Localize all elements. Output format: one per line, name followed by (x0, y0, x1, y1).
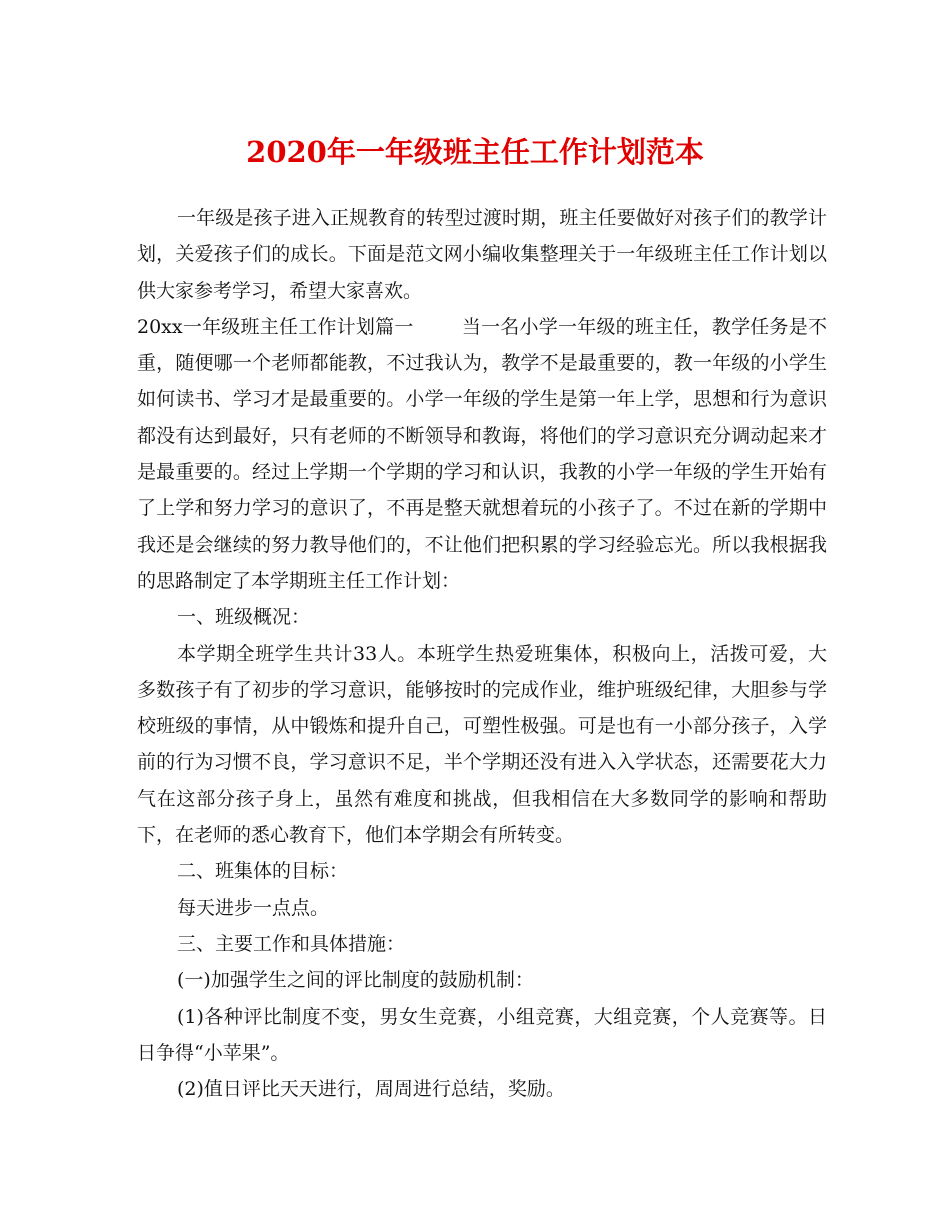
document-title: 2020年一年级班主任工作计划范本 (246, 135, 704, 169)
sub1-heading: (一)加强学生之间的评比制度的鼓励机制： (177, 969, 534, 992)
plan1-text: 当一名小学一年级的班主任，教学任务是不重，随便哪一个老师都能教，不过我认为，教学不是最重要的，教一年级的小学生如何读书、学习才是最重要的。小学一年级的学生是第一年上学，思想和行为意识都没有达到最好，只有老师的不断领导和教诲，将他们的学习意识充分调动起来才是最重要的。经过上学期一个学期的学习和认识，我教的小学一年级的学生开始有了上学和努力学习的意识了，不再是整天就想着玩的小孩子了。不过在新的学期中我还是会继续的努力教导他们的，不让他们把积累的学习经验忘光。所以我根据我的思路制定了本学期班主任工作计划： (137, 315, 827, 592)
plan1-paragraph (137, 309, 827, 599)
section3-heading: 三、主要工作和具体措施： (177, 932, 406, 955)
section1-paragraph: 本学期全班学生共计33人。本班学生热爱班集体，积极向上，活拨可爱，大多数孩子有了初步的学习意识，能够按时的完成作业，维护班级纪律，大胆参与学校班级的事情，从中锻炼和提升自己，可塑性极强。可是也有一小部分孩子，入学前的行为习惯不良，学习意识不足，半个学期还没有进入入学状态，还需要花大力气在这部分孩子身上，虽然有难度和挑战，但我相信在大多数同学的影响和帮助下，在老师的悉心教育下，他们本学期会有所转变。 (137, 642, 827, 847)
list-item: (2)值日评比天天进行，周周进行总结，奖励。 (177, 1078, 565, 1101)
section1-heading: 一、班级概况： (177, 606, 311, 629)
list-item: (1)各种评比制度不变，男女生竞赛，小组竞赛，大组竞赛，个人竞赛等。日日争得“小苹果”。 (137, 1005, 827, 1064)
section2-heading: 二、班集体的目标： (177, 860, 349, 883)
plan1-heading: 20xx一年级班主任工作计划篇一 (137, 315, 414, 338)
section2-paragraph: 每天进步一点点。 (177, 896, 330, 919)
document-body (137, 200, 827, 1107)
intro-paragraph: 一年级是孩子进入正规教育的转型过渡时期，班主任要做好对孩子们的教学计划，关爱孩子们的成长。下面是范文网小编收集整理关于一年级班主任工作计划以供大家参考学习，希望大家喜欢。 (137, 207, 827, 302)
